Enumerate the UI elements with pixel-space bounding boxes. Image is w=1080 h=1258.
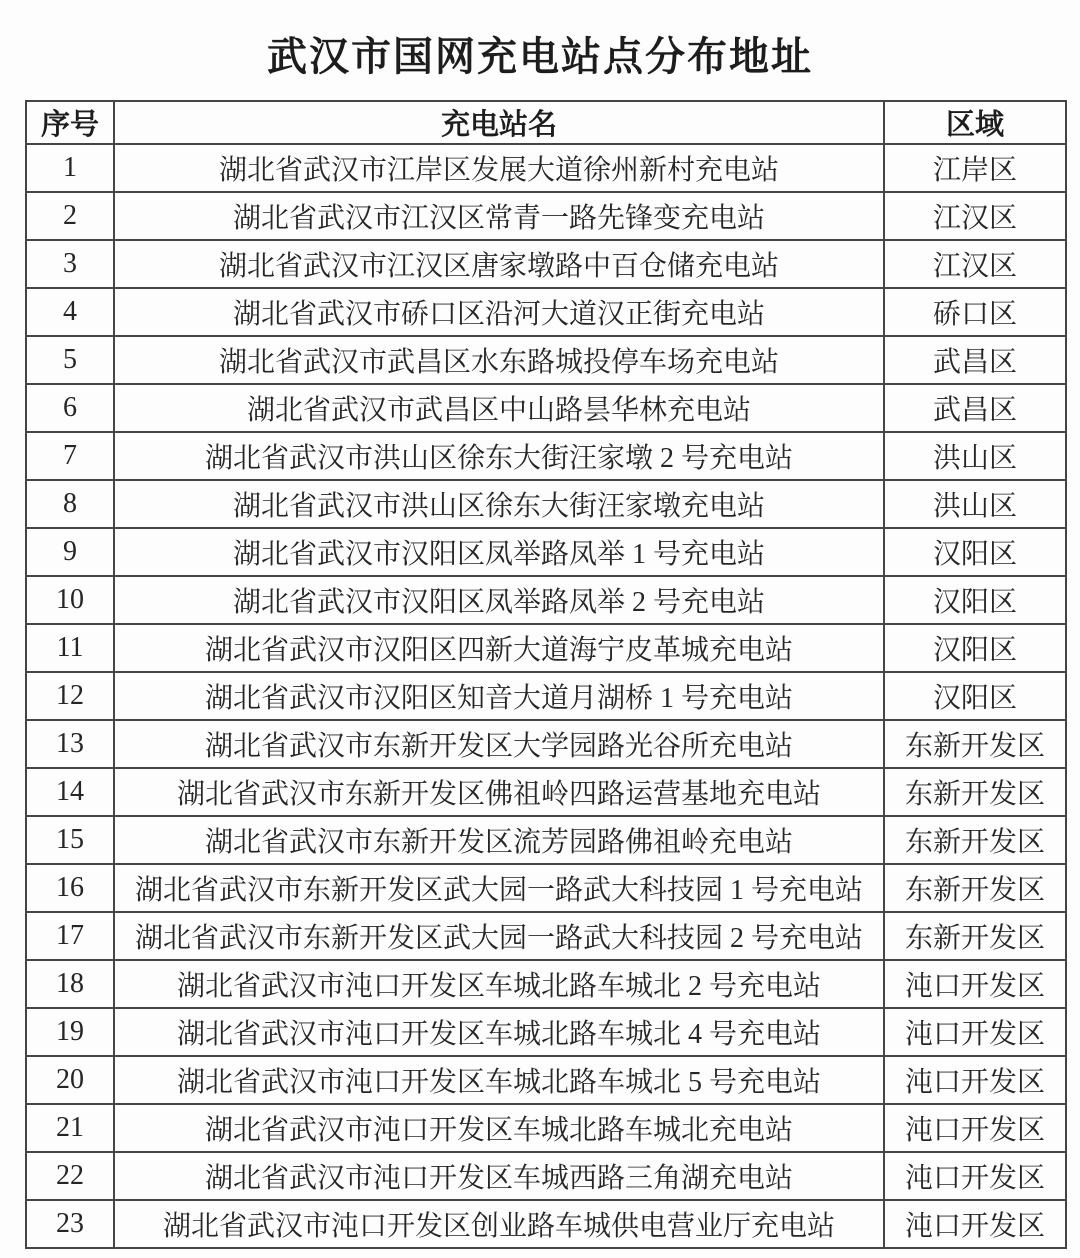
table-row — [26, 912, 1066, 960]
cell-station-name: 湖北省武汉市沌口开发区车城北路车城北 2 号充电站 — [114, 960, 884, 1008]
cell-serial-number: 5 — [26, 336, 114, 384]
table-row — [26, 864, 1066, 912]
table-row — [26, 672, 1066, 720]
cell-serial-number: 7 — [26, 432, 114, 480]
table-row — [26, 288, 1066, 336]
table-row — [26, 1056, 1066, 1104]
cell-serial-number: 17 — [26, 912, 114, 960]
cell-serial-number: 18 — [26, 960, 114, 1008]
cell-station-name: 湖北省武汉市汉阳区四新大道海宁皮革城充电站 — [114, 624, 884, 672]
cell-serial-number: 6 — [26, 384, 114, 432]
table-row — [26, 144, 1066, 192]
table-row — [26, 432, 1066, 480]
cell-station-name: 湖北省武汉市武昌区水东路城投停车场充电站 — [114, 336, 884, 384]
cell-serial-number: 8 — [26, 480, 114, 528]
cell-serial-number: 22 — [26, 1152, 114, 1200]
cell-station-name: 湖北省武汉市江汉区唐家墩路中百仓储充电站 — [114, 240, 884, 288]
cell-station-name: 湖北省武汉市沌口开发区创业路车城供电营业厅充电站 — [114, 1200, 884, 1248]
cell-district: 汉阳区 — [884, 624, 1066, 672]
cell-district: 沌口开发区 — [884, 1056, 1066, 1104]
table-header-row — [26, 101, 1066, 144]
cell-district: 东新开发区 — [884, 720, 1066, 768]
table-row — [26, 576, 1066, 624]
cell-district: 汉阳区 — [884, 528, 1066, 576]
cell-station-name: 湖北省武汉市洪山区徐东大街汪家墩充电站 — [114, 480, 884, 528]
table-row — [26, 816, 1066, 864]
cell-serial-number: 23 — [26, 1200, 114, 1248]
cell-station-name: 湖北省武汉市东新开发区大学园路光谷所充电站 — [114, 720, 884, 768]
cell-serial-number: 15 — [26, 816, 114, 864]
table-body — [26, 144, 1066, 1248]
cell-district: 汉阳区 — [884, 576, 1066, 624]
header-district: 区域 — [884, 101, 1066, 144]
cell-district: 武昌区 — [884, 336, 1066, 384]
cell-serial-number: 21 — [26, 1104, 114, 1152]
header-serial-number: 序号 — [26, 101, 114, 144]
table-row — [26, 480, 1066, 528]
cell-serial-number: 4 — [26, 288, 114, 336]
cell-district: 武昌区 — [884, 384, 1066, 432]
table-row — [26, 768, 1066, 816]
cell-serial-number: 3 — [26, 240, 114, 288]
cell-serial-number: 16 — [26, 864, 114, 912]
table-row — [26, 1008, 1066, 1056]
cell-district: 沌口开发区 — [884, 1008, 1066, 1056]
cell-district: 东新开发区 — [884, 864, 1066, 912]
cell-station-name: 湖北省武汉市东新开发区佛祖岭四路运营基地充电站 — [114, 768, 884, 816]
cell-station-name: 湖北省武汉市汉阳区知音大道月湖桥 1 号充电站 — [114, 672, 884, 720]
cell-station-name: 湖北省武汉市沌口开发区车城北路车城北 5 号充电站 — [114, 1056, 884, 1104]
cell-district: 江汉区 — [884, 192, 1066, 240]
cell-district: 江岸区 — [884, 144, 1066, 192]
cell-district: 东新开发区 — [884, 912, 1066, 960]
cell-district: 汉阳区 — [884, 672, 1066, 720]
cell-district: 硚口区 — [884, 288, 1066, 336]
cell-serial-number: 14 — [26, 768, 114, 816]
cell-district: 江汉区 — [884, 240, 1066, 288]
cell-station-name: 湖北省武汉市江汉区常青一路先锋变充电站 — [114, 192, 884, 240]
cell-district: 沌口开发区 — [884, 1200, 1066, 1248]
cell-station-name: 湖北省武汉市汉阳区凤举路凤举 2 号充电站 — [114, 576, 884, 624]
cell-district: 洪山区 — [884, 480, 1066, 528]
cell-district: 沌口开发区 — [884, 1104, 1066, 1152]
cell-serial-number: 1 — [26, 144, 114, 192]
table-row — [26, 624, 1066, 672]
cell-serial-number: 9 — [26, 528, 114, 576]
cell-district: 洪山区 — [884, 432, 1066, 480]
table-row — [26, 720, 1066, 768]
cell-serial-number: 12 — [26, 672, 114, 720]
table-row — [26, 1152, 1066, 1200]
page-title: 武汉市国网充电站点分布地址 — [267, 34, 813, 79]
cell-district: 沌口开发区 — [884, 960, 1066, 1008]
cell-station-name: 湖北省武汉市沌口开发区车城北路车城北充电站 — [114, 1104, 884, 1152]
cell-station-name: 湖北省武汉市硚口区沿河大道汉正街充电站 — [114, 288, 884, 336]
table-row — [26, 1104, 1066, 1152]
cell-station-name: 湖北省武汉市武昌区中山路昙华林充电站 — [114, 384, 884, 432]
cell-station-name: 湖北省武汉市江岸区发展大道徐州新村充电站 — [114, 144, 884, 192]
cell-station-name: 湖北省武汉市东新开发区武大园一路武大科技园 1 号充电站 — [114, 864, 884, 912]
cell-station-name: 湖北省武汉市东新开发区武大园一路武大科技园 2 号充电站 — [114, 912, 884, 960]
table-row — [26, 1200, 1066, 1248]
table-row — [26, 240, 1066, 288]
cell-station-name: 湖北省武汉市洪山区徐东大街汪家墩 2 号充电站 — [114, 432, 884, 480]
cell-serial-number: 20 — [26, 1056, 114, 1104]
table-row — [26, 384, 1066, 432]
cell-district: 东新开发区 — [884, 816, 1066, 864]
cell-serial-number: 19 — [26, 1008, 114, 1056]
table-row — [26, 960, 1066, 1008]
header-station-name: 充电站名 — [114, 101, 884, 144]
cell-serial-number: 13 — [26, 720, 114, 768]
cell-station-name: 湖北省武汉市沌口开发区车城西路三角湖充电站 — [114, 1152, 884, 1200]
cell-district: 东新开发区 — [884, 768, 1066, 816]
table-row — [26, 528, 1066, 576]
cell-district: 沌口开发区 — [884, 1152, 1066, 1200]
table-row — [26, 192, 1066, 240]
cell-station-name: 湖北省武汉市东新开发区流芳园路佛祖岭充电站 — [114, 816, 884, 864]
charging-station-table — [25, 100, 1067, 1249]
cell-serial-number: 2 — [26, 192, 114, 240]
table-row — [26, 336, 1066, 384]
cell-station-name: 湖北省武汉市沌口开发区车城北路车城北 4 号充电站 — [114, 1008, 884, 1056]
cell-serial-number: 10 — [26, 576, 114, 624]
cell-station-name: 湖北省武汉市汉阳区凤举路凤举 1 号充电站 — [114, 528, 884, 576]
cell-serial-number: 11 — [26, 624, 114, 672]
